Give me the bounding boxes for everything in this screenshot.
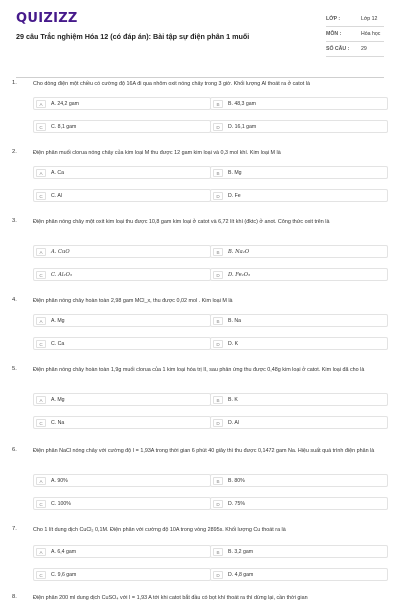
option-text: A. Mg xyxy=(51,397,65,403)
option-text: C. Al₂O₃ xyxy=(51,272,72,278)
meta-subject-label: MÔN : xyxy=(326,31,342,37)
option-letter: B xyxy=(213,396,223,404)
option-text: C. Ca xyxy=(51,341,65,347)
option-letter: D xyxy=(213,571,223,579)
header-divider xyxy=(16,77,384,78)
option-text: B. K xyxy=(228,397,238,403)
option-letter: A xyxy=(36,248,46,256)
question-text: Điện phân muối clorua nóng chảy của kim loại M thu được 12 gam kim loại và 0,3 mol khí. Kim loại M là xyxy=(33,150,281,156)
question-7 xyxy=(12,526,388,582)
option-a[interactable] xyxy=(33,474,211,487)
page-title: 29 câu Trắc nghiệm Hóa 12 (có đáp án): Bài tập sự điện phân 1 muối xyxy=(16,32,250,41)
option-letter: D xyxy=(213,500,223,508)
option-letter: D xyxy=(213,123,223,131)
option-b[interactable] xyxy=(210,245,388,258)
option-d[interactable] xyxy=(210,337,388,350)
option-b[interactable] xyxy=(210,97,388,110)
option-letter: B xyxy=(213,477,223,485)
question-text: Điện phân nóng chảy một oxit kim loại thu được 10,8 gam kim loại ở catot và 6,72 lít khí (đktc) ở anot. Công thức oxit trên là xyxy=(33,219,330,225)
option-a[interactable] xyxy=(33,545,211,558)
option-b[interactable] xyxy=(210,545,388,558)
option-text: A. Mg xyxy=(51,318,65,324)
option-text: A. Ca xyxy=(51,170,64,176)
meta-count-label: SỐ CÂU : xyxy=(326,46,350,52)
option-letter: D xyxy=(213,192,223,200)
option-text: C. Na xyxy=(51,420,65,426)
option-letter: A xyxy=(36,100,46,108)
option-letter: A xyxy=(36,317,46,325)
option-a[interactable] xyxy=(33,393,211,406)
option-c[interactable] xyxy=(33,268,211,281)
option-text: B. 80% xyxy=(228,478,245,484)
option-letter: B xyxy=(213,548,223,556)
option-letter: A xyxy=(36,548,46,556)
question-8 xyxy=(12,594,388,600)
option-c[interactable] xyxy=(33,120,211,133)
option-letter: B xyxy=(213,100,223,108)
question-number: 4. xyxy=(12,297,17,303)
option-letter: A xyxy=(36,477,46,485)
question-4 xyxy=(12,297,388,353)
option-text: A. 90% xyxy=(51,478,68,484)
option-b[interactable] xyxy=(210,166,388,179)
meta-divider xyxy=(326,56,384,57)
meta-grade-value: Lớp 12 xyxy=(361,16,378,22)
option-text: A. 6,4 gam xyxy=(51,549,77,555)
option-b[interactable] xyxy=(210,474,388,487)
question-number: 6. xyxy=(12,447,17,453)
question-text: Điện phân nóng chảy hoàn toàn 1,9g muối clorua của 1 kim loại hóa trị II, sau phản ứng thu được 0,48g kim loại ở catot. Kim loại đã cho là xyxy=(33,367,365,373)
meta-grade-label: LỚP : xyxy=(326,16,341,22)
question-3 xyxy=(12,218,388,284)
question-number: 7. xyxy=(12,526,17,532)
option-d[interactable] xyxy=(210,416,388,429)
option-letter: D xyxy=(213,340,223,348)
option-a[interactable] xyxy=(33,97,211,110)
option-b[interactable] xyxy=(210,314,388,327)
worksheet-header xyxy=(0,0,400,66)
option-c[interactable] xyxy=(33,189,211,202)
option-a[interactable] xyxy=(33,166,211,179)
option-text: B. Na xyxy=(228,318,241,324)
option-c[interactable] xyxy=(33,497,211,510)
meta-divider xyxy=(326,26,384,27)
option-d[interactable] xyxy=(210,497,388,510)
option-text: D. Fe xyxy=(228,193,241,199)
option-letter: C xyxy=(36,192,46,200)
option-text: C. 8,1 gam xyxy=(51,124,77,130)
option-b[interactable] xyxy=(210,393,388,406)
option-d[interactable] xyxy=(210,568,388,581)
option-d[interactable] xyxy=(210,189,388,202)
option-text: D. 4,8 gam xyxy=(228,572,254,578)
option-c[interactable] xyxy=(33,416,211,429)
question-5 xyxy=(12,366,388,432)
option-letter: D xyxy=(213,419,223,427)
question-text: Điện phân 200 ml dung dịch CuSO₄ với I = 1,93 A tới khi catot bắt đầu có bọt khí thoát ra thì dừng lại, cần thời gian xyxy=(33,595,308,600)
option-text: D. 75% xyxy=(228,501,246,507)
quizizz-logo: QUIZIZZ xyxy=(16,11,78,26)
question-text: Điện phân NaCl nóng chảy với cường độ I = 1,93A trong thời gian 6 phút 40 giây thì thu được 0,1472 gam Na. Hiệu suất quá trình điện phân là xyxy=(33,448,375,454)
option-text: B. 3,2 gam xyxy=(228,549,254,555)
option-text: D. K xyxy=(228,341,239,347)
option-letter: C xyxy=(36,500,46,508)
option-letter: A xyxy=(36,169,46,177)
question-number: 2. xyxy=(12,149,17,155)
option-letter: B xyxy=(213,248,223,256)
option-letter: C xyxy=(36,123,46,131)
question-text: Cho dòng điện một chiều có cường độ 16A đi qua nhôm oxit nóng chảy trong 3 giờ. Khối lượng Al thoát ra ở catot là xyxy=(33,81,310,87)
option-text: C. Al xyxy=(51,193,62,199)
option-text: D. Al xyxy=(228,420,239,426)
question-text: Cho 1 lít dung dịch CuCl₂ 0,1M. Điện phân với cường độ 10A trong vòng 2895s. Khối lượng Cu thoát ra là xyxy=(33,527,286,533)
option-letter: D xyxy=(213,271,223,279)
option-text: B. Na₂O xyxy=(228,249,250,255)
meta-divider xyxy=(326,41,384,42)
option-text: C. 100% xyxy=(51,501,71,507)
option-text: A. 24,2 gam xyxy=(51,101,79,107)
option-a[interactable] xyxy=(33,314,211,327)
question-number: 5. xyxy=(12,366,17,372)
option-a[interactable] xyxy=(33,245,211,258)
option-letter: C xyxy=(36,340,46,348)
option-letter: C xyxy=(36,271,46,279)
question-number: 1. xyxy=(12,80,17,86)
option-letter: C xyxy=(36,419,46,427)
question-6 xyxy=(12,447,388,513)
option-text: B. 48,3 gam xyxy=(228,101,256,107)
meta-subject-value: Hóa học xyxy=(361,31,381,37)
option-letter: C xyxy=(36,571,46,579)
option-d[interactable] xyxy=(210,268,388,281)
option-letter: B xyxy=(213,317,223,325)
option-text: B. Mg xyxy=(228,170,242,176)
option-letter: B xyxy=(213,169,223,177)
option-text: C. 9,6 gam xyxy=(51,572,77,578)
option-text: D. 16,1 gam xyxy=(228,124,257,130)
option-c[interactable] xyxy=(33,568,211,581)
option-text: A. CuO xyxy=(51,249,70,255)
question-number: 3. xyxy=(12,218,17,224)
option-c[interactable] xyxy=(33,337,211,350)
question-number: 8. xyxy=(12,594,17,600)
meta-count-value: 29 xyxy=(361,46,367,52)
question-text: Điện phân nóng chảy hoàn toàn 2,98 gam MCl_x, thu được 0,02 mol . Kim loại M là xyxy=(33,298,233,304)
question-2 xyxy=(12,149,388,205)
option-letter: A xyxy=(36,396,46,404)
question-1 xyxy=(12,80,388,136)
option-text: D. Fe₂O₃ xyxy=(228,272,251,278)
option-d[interactable] xyxy=(210,120,388,133)
